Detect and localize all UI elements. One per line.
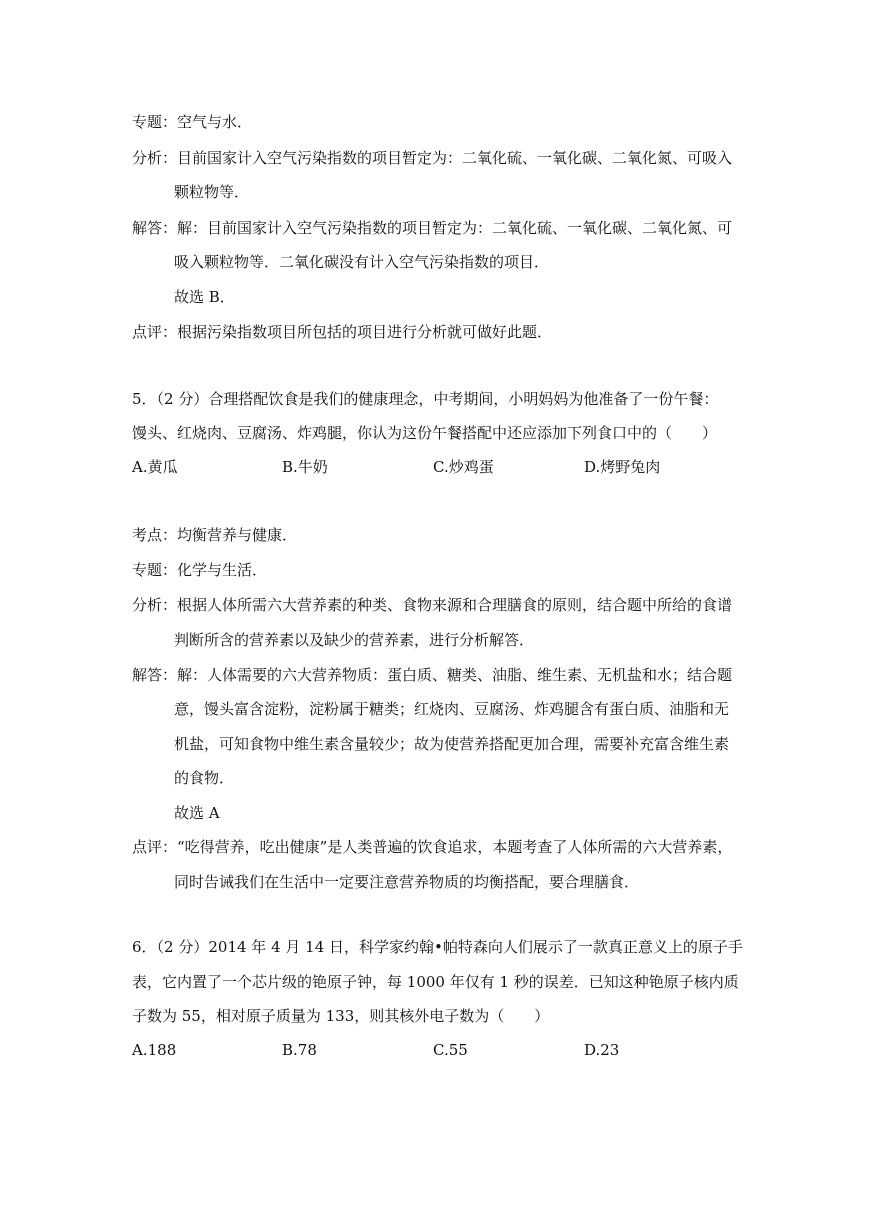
dianping-text-1: “吃得营养，吃出健康”是人类普遍的饮食追求，本题考查了人体所需的六大营养素， [177,838,733,856]
zhuanti-line [132,112,252,132]
dianping-text: 根据污染指数项目所包括的项目进行分析就可做好此题． [177,323,553,341]
q6-option-d: D.23 [584,1041,620,1059]
q5-kaodian-line [132,525,297,545]
dianping-label: 点评： [132,838,178,856]
q6-option-c: C.55 [433,1041,468,1059]
zhuanti-label: 专题： [132,113,178,131]
jieda-text-1: 解：人体需要的六大营养物质：蛋白质、糖类、油脂、维生素、无机盐和水；结合题 [177,666,733,684]
jieda-text-1: 解：目前国家计入空气污染指数的项目暂定为：二氧化硫、一氧化碳、二氧化氮、可 [177,219,733,237]
q5-jieda-text-2: 意，馒头富含淀粉，淀粉属于糖类；红烧肉、豆腐汤、炸鸡腿含有蛋白质、油脂和无 [174,700,730,718]
q5-jieda-text-4: 的食物． [174,769,235,787]
zhuanti-text: 空气与水． [177,113,253,131]
dianping-line [132,322,552,342]
fenxi-label: 分析： [132,149,178,167]
fenxi-label: 分析： [132,596,178,614]
q5-zhuanti-line [132,560,267,580]
q6-option-b: B.78 [282,1041,317,1059]
q5-option-c: C.炒鸡蛋 [433,458,494,476]
q5-fenxi-line1 [132,595,732,615]
q5-jieda-text-5: 故选 A [174,804,220,822]
q5-stem-2: 馒头、红烧肉、豆腐汤、炸鸡腿，你认为这份午餐搭配中还应添加下列食口中的（ ） [132,424,718,442]
fenxi-text-1: 目前国家计入空气污染指数的项目暂定为：二氧化硫、一氧化碳、二氧化氮、可吸入 [177,149,733,167]
q5-dianping-text-2: 同时告诫我们在生活中一定要注意营养物质的均衡搭配，要合理膳食． [174,873,640,891]
fenxi-line1 [132,148,732,168]
q6-option-a: A.188 [132,1041,177,1059]
jieda-text-3: 故选 B． [174,288,235,306]
q5-fenxi-text-2: 判断所含的营养素以及缺少的营养素，进行分析解答． [174,631,535,649]
q5-dianping-line1 [132,837,732,857]
jieda-label: 解答： [132,666,178,684]
jieda-text-2: 吸入颗粒物等．二氧化碳没有计入空气污染指数的项目． [174,253,550,271]
q5-jieda-line1 [132,665,732,685]
zhuanti-label: 专题： [132,561,178,579]
kaodian-label: 考点： [132,526,178,544]
jieda-line1 [132,218,732,238]
q6-stem-3: 子数为 55，相对原子质量为 133，则其核外电子数为（ ） [132,1007,550,1025]
q6-stem-1: 6．（2 分）2014 年 4 月 14 日，科学家约翰•帕特森向人们展示了一款真正意义上的原子手 [132,938,743,956]
q5-option-b: B.牛奶 [282,458,328,476]
fenxi-text-2: 颗粒物等． [174,183,250,201]
q5-option-d: D.烤野兔肉 [584,458,661,476]
dianping-label: 点评： [132,323,178,341]
q5-stem-1: 5．（2 分）合理搭配饮食是我们的健康理念，中考期间，小明妈妈为他准备了一份午餐： [132,390,719,408]
kaodian-text: 均衡营养与健康． [177,526,298,544]
fenxi-text-1: 根据人体所需六大营养素的种类、食物来源和合理膳食的原则，结合题中所给的食谱 [177,596,733,614]
zhuanti-text: 化学与生活． [177,561,268,579]
jieda-label: 解答： [132,219,178,237]
q5-jieda-text-3: 机盐，可知食物中维生素含量较少；故为使营养搭配更加合理，需要补充富含维生素 [174,735,730,753]
q6-stem-2: 表，它内置了一个芯片级的铯原子钟，每 1000 年仅有 1 秒的误差．已知这种铯原子核内质 [132,973,739,991]
q5-option-a: A.黄瓜 [132,458,178,476]
